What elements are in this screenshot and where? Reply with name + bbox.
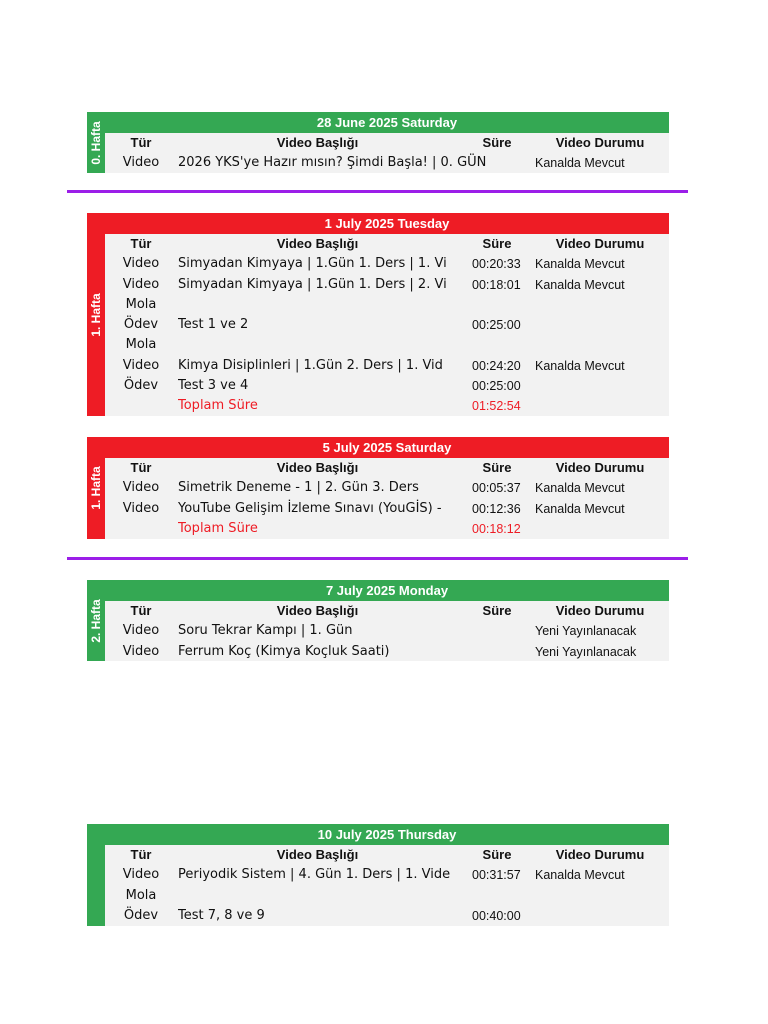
column-type: Tür [130,236,152,251]
row-title: Simyadan Kimyaya | 1.Gün 1. Ders | 2. Vi [178,276,447,292]
column-duration: Süre [482,460,512,475]
table-row [105,295,669,315]
day-table [105,580,669,661]
row-title: Periyodik Sistem | 4. Gün 1. Ders | 1. Vide [178,867,451,883]
column-type: Tür [130,847,152,862]
row-status: Yeni Yayınlanacak [535,624,637,639]
row-duration: 00:24:20 [472,358,521,373]
table-row [105,621,669,641]
column-header-row [105,133,669,153]
row-status: Yeni Yayınlanacak [535,644,637,659]
week-label-bar [87,213,105,416]
table-row [105,254,669,274]
column-title: Video Başlığı [276,603,359,618]
row-duration: 00:20:33 [472,257,521,272]
row-title: Test 7, 8 ve 9 [178,907,265,923]
table-row [105,275,669,295]
column-title: Video Başlığı [276,135,359,150]
row-status: Kanalda Mevcut [535,156,625,171]
row-type: Video [122,480,160,496]
table-row [105,865,669,885]
table-row [105,315,669,335]
total-label: Toplam Süre [178,520,258,536]
row-type: Ödev [123,317,159,333]
column-status: Video Durumu [555,460,645,475]
table-row [105,886,669,906]
row-status: Kanalda Mevcut [535,257,625,272]
row-type: Video [122,500,160,516]
column-duration: Süre [482,603,512,618]
total-label: Toplam Süre [178,398,258,414]
row-duration: 00:25:00 [472,379,521,394]
row-type: Video [122,643,160,659]
week-label: 1. Hafta [89,466,103,510]
row-type: Video [122,155,160,171]
row-status: Kanalda Mevcut [535,481,625,496]
column-header-row [105,845,669,865]
table-row [105,356,669,376]
row-type: Video [122,867,160,883]
table-row [105,335,669,355]
row-title: Simyadan Kimyaya | 1.Gün 1. Ders | 1. Vi [178,256,447,272]
row-type: Video [122,276,160,292]
column-duration: Süre [482,135,512,150]
row-duration: 00:12:36 [472,501,521,516]
week-label-bar [87,112,105,173]
column-type: Tür [130,460,152,475]
row-status: Kanalda Mevcut [535,501,625,516]
row-title: YouTube Gelişim İzleme Sınavı (YouGİS) - [178,500,442,516]
row-title: Ferrum Koç (Kimya Koçluk Saati) [178,643,390,659]
day-block-4 [87,824,669,926]
total-row [105,519,669,539]
column-status: Video Durumu [555,135,645,150]
row-type: Mola [125,887,157,903]
week-label-bar [87,437,105,539]
column-duration: Süre [482,236,512,251]
week-label: 2. Hafta [89,598,103,643]
day-block-1 [87,213,669,416]
row-duration: 00:05:37 [472,481,521,496]
day-table [105,213,669,416]
day-header: 7 July 2025 Monday [105,580,669,601]
day-table [105,824,669,926]
day-header: 5 July 2025 Saturday [105,437,669,458]
row-title: 2026 YKS'ye Hazır mısın? Şimdi Başla! | 0. GÜN [178,155,487,171]
column-header-row [105,601,669,621]
row-type: Ödev [123,378,159,394]
day-table [105,112,669,173]
column-status: Video Durumu [555,236,645,251]
day-block-0 [87,112,669,173]
row-duration: 00:25:00 [472,318,521,333]
day-header: 1 July 2025 Tuesday [105,213,669,234]
total-duration: 00:18:12 [472,521,521,536]
row-type: Video [122,256,160,272]
total-row [105,396,669,416]
table-row [105,478,669,498]
day-table [105,437,669,539]
column-type: Tür [130,135,152,150]
row-title: Simetrik Deneme - 1 | 2. Gün 3. Ders [178,480,419,496]
column-duration: Süre [482,847,512,862]
table-row [105,153,669,173]
day-header: 10 July 2025 Thursday [105,824,669,845]
column-title: Video Başlığı [276,460,359,475]
week-label: 0. Hafta [89,120,103,165]
row-duration: 00:31:57 [472,868,521,883]
column-type: Tür [130,603,152,618]
day-block-3 [87,580,669,661]
row-status: Kanalda Mevcut [535,868,625,883]
week-divider [67,557,688,560]
column-title: Video Başlığı [276,236,359,251]
row-duration: 00:18:01 [472,277,521,292]
column-title: Video Başlığı [276,847,359,862]
row-title: Soru Tekrar Kampı | 1. Gün [178,623,353,639]
column-status: Video Durumu [555,603,645,618]
row-status: Kanalda Mevcut [535,358,625,373]
table-row [105,376,669,396]
week-label-bar [87,580,105,661]
row-title: Test 1 ve 2 [178,317,249,333]
column-header-row [105,458,669,478]
column-header-row [105,234,669,254]
row-type: Video [122,623,160,639]
week-label: 1. Hafta [89,292,103,337]
week-divider [67,190,688,193]
row-title: Test 3 ve 4 [178,378,249,394]
row-type: Ödev [123,907,159,923]
table-row [105,642,669,662]
table-row [105,906,669,926]
day-block-2 [87,437,669,539]
row-duration: 00:40:00 [472,908,521,923]
row-type: Mola [125,337,157,353]
week-label-bar [87,824,105,926]
row-type: Video [122,357,160,373]
total-duration: 01:52:54 [472,399,521,414]
column-status: Video Durumu [555,847,645,862]
row-type: Mola [125,296,157,312]
row-status: Kanalda Mevcut [535,277,625,292]
day-header: 28 June 2025 Saturday [105,112,669,133]
row-title: Kimya Disiplinleri | 1.Gün 2. Ders | 1. Vid [178,357,443,373]
table-row [105,499,669,519]
